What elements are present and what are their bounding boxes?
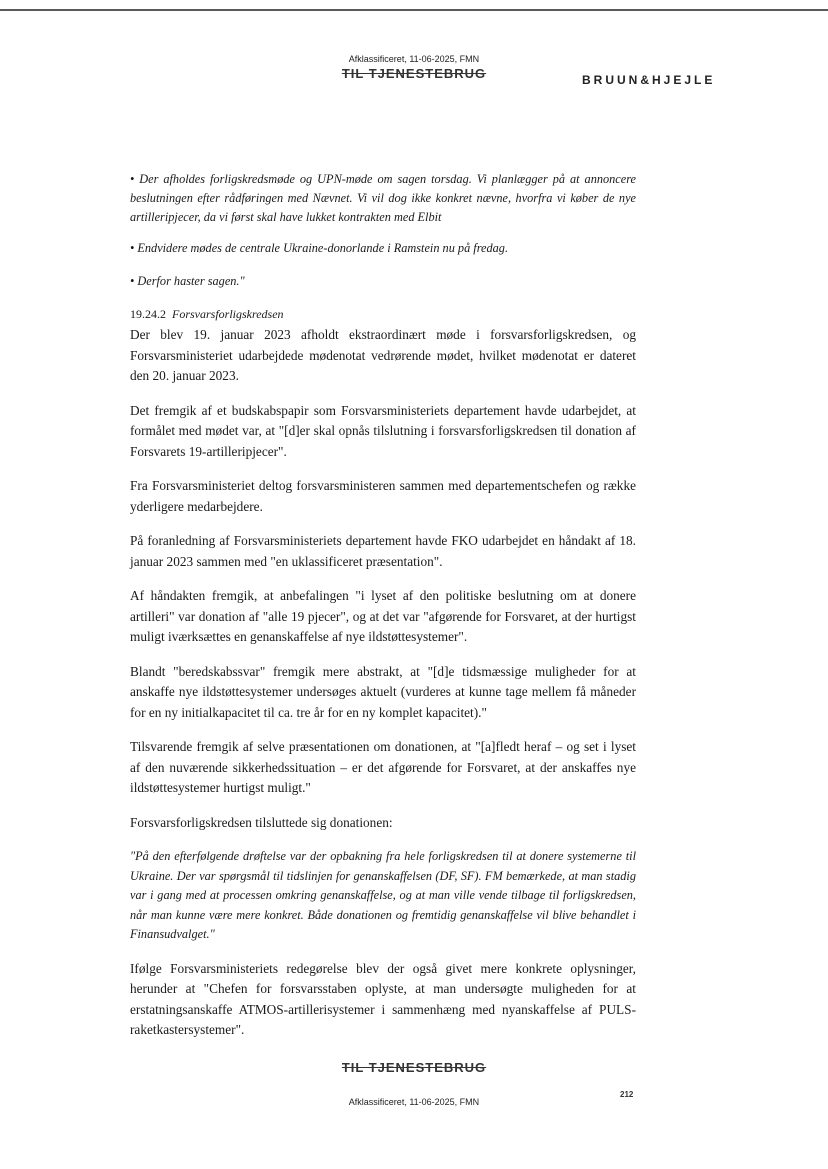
page-number: 212 [620,1090,634,1099]
block-quote: "På den efterfølgende drøftelse var der opbakning fra hele forligskredsen til at donere systemerne til Ukraine. Der var spørgsmål til tidslinjen for genanskaffelsen (DF, SF). FM bemærkede, at man stadig var i gang med at processen omkring genanskaffelse, og at man ville vende tilbage til forligskredsen, når man kunne være mere konkret. Både donationen og fremtidig genanskaffelse vil blive behandlet i Finansudvalget." [130,849,636,942]
paragraph: Af håndakten fremgik, at anbefalingen "i lyset af den politiske beslutning om at donere artilleri" var donation af "alle 19 pjecer", og at det var "afgørende for Forsvaret, at der hurtigst muligt iværksættes en genanskaffelse af nye ildstøttesystemer". [130,588,636,644]
scan-edge-line [0,9,828,11]
paragraph: Ifølge Forsvarsministeriets redegørelse blev der også givet mere konkrete oplysninger, herunder at "Chefen for forsvarsstaben oplyste, at man undersøgte muligheden for at erstatningsanskaffe ATMOS-artillerisystemer i sammenhæng med nyanskaffelse af PULS-raketkastersystemer". [130,960,636,1038]
section-title: Forsvarsforligskredsen [172,307,284,321]
section-heading [130,305,636,323]
paragraph: Blandt "beredskabssvar" fremgik mere abstrakt, at "[d]e tidsmæssige muligheder for at anskaffe nye ildstøttesystemer undersøges aktuelt (vurderes at kunne tage mellem få måneder for en ny initialkapacitet til ca. tre år for en ny komplet kapacitet)." [130,663,636,720]
document-body [130,170,636,1041]
classification-header: TIL TJENESTEBRUG [341,66,487,81]
declassification-stamp-top: Afklassificeret, 11-06-2025, FMN [348,54,480,64]
bullet-item: • Der afholdes forligskredsmøde og UPN-møde om sagen torsdag. Vi planlægger på at annoncere beslutningen efter rådføringen med Nævnet. Vi vil dog ikke konkret nævne, hvorfra vi køber de nye artilleripjecer, da vi først skal have lukket kontrakten med Elbit [130,172,636,224]
declassification-stamp-bottom: Afklassificeret, 11-06-2025, FMN [348,1097,480,1107]
bullet-item: • Derfor haster sagen." [130,274,245,288]
paragraph: Tilsvarende fremgik af selve præsentationen om donationen, at "[a]fledt heraf – og set i lyset af den nuværende sikkerhedssituation – er det afgørende for Forsvaret, at der anskaffes nye ildstøttesystemer hurtigst muligt." [130,739,636,795]
paragraph: Det fremgik af et budskabspapir som Forsvarsministeriets departement havde udarbejdet, at formålet med mødet var, at "[d]er skal opnås tilslutning i forsvarsforligskredsen til donation af Forsvarets 19-artilleripjecer". [130,402,636,459]
paragraph: Der blev 19. januar 2023 afholdt ekstraordinært møde i forsvarsforligskredsen, og Forsvarsministeriet udarbejdede mødenotat vedrørende mødet, hvilket mødenotat er dateret den 20. januar 2023. [130,327,636,383]
section-number: 19.24.2 [130,307,166,321]
bullet-item: • Endvidere mødes de centrale Ukraine-donorlande i Ramstein nu på fredag. [130,241,509,255]
classification-footer: TIL TJENESTEBRUG [341,1060,487,1075]
paragraph: Fra Forsvarsministeriet deltog forsvarsministeren sammen med departementschefen og række yderligere medarbejdere. [130,478,636,514]
paragraph: På foranledning af Forsvarsministeriets departement havde FKO udarbejdet en håndakt af 18. januar 2023 sammen med "en uklassificeret præsentation". [130,533,636,569]
brand-logo: BRUUN&HJEJLE [582,73,716,87]
paragraph: Forsvarsforligskredsen tilsluttede sig donationen: [130,814,393,830]
